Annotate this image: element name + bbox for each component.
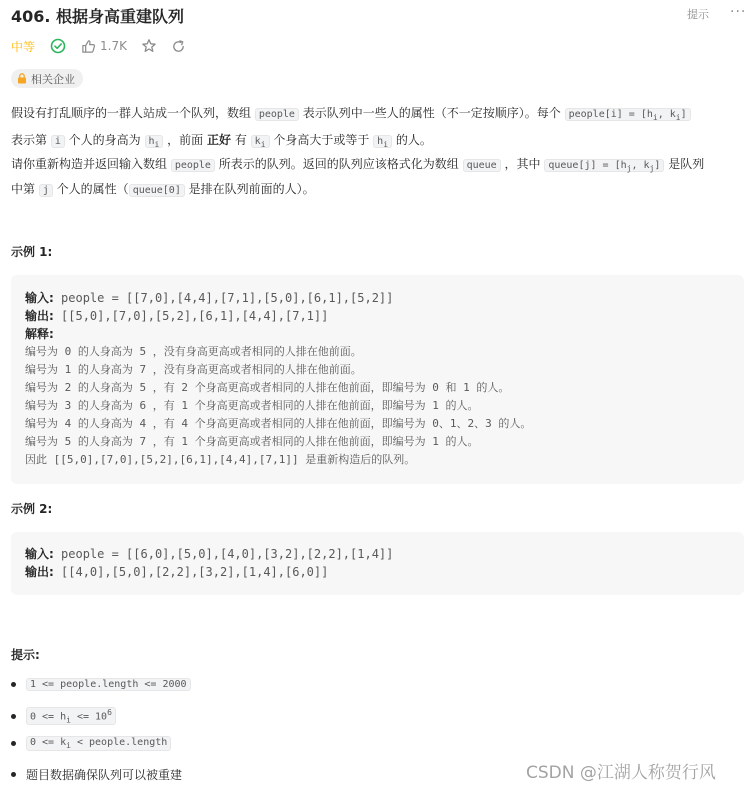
inline-code [26,736,171,751]
example-1-heading: 示例 1: [11,245,53,259]
more-menu-icon[interactable]: ··· [730,4,747,20]
bullet [11,741,16,746]
description-paragraph-2 [11,155,746,200]
hint-link[interactable]: 提示 [687,8,709,21]
solved-check-icon [49,37,67,55]
description-line [11,131,746,154]
difficulty-badge: 中等 [11,39,36,54]
output-label: 输出: [25,565,54,579]
inline-code [26,707,116,725]
explain-label-line [25,325,531,343]
like-button[interactable] [81,39,127,54]
example-2-content [25,545,393,581]
input-label: 输入: [25,291,54,305]
constraint-text: 题目数据确保队列可以被重建 [26,768,183,782]
output-value: [[4,0],[5,0],[2,2],[3,2],[1,4],[6,0]] [53,565,329,579]
explain-line: 编号为 2 的人身高为 5 ，有 2 个身高更高或者相同的人排在他前面，即编号为 0 和 1 的人。 [25,381,510,394]
text: 个人的属性（ [52,182,129,196]
problem-meta [11,37,186,55]
example-output-line [25,307,531,325]
list-item [11,707,116,725]
explain-label: 解释: [25,327,54,341]
description-line [11,155,746,178]
text: 个身高大于或等于 [269,133,374,147]
inline-code: $h_i$ [373,135,392,148]
example-1-content [25,289,531,469]
list-item [11,766,182,783]
text: 请你重新构造并返回输入数组 [11,157,171,171]
output-label: 输出: [25,309,54,323]
inline-code: people [255,108,299,121]
constraints-heading: 提示: [11,648,40,662]
input-label: 输入: [25,547,54,561]
description-paragraph-1 [11,104,746,154]
list-item [11,736,171,751]
text: 是队列 [664,157,705,171]
example-output-line [25,563,393,581]
description-line [11,180,746,200]
text: 是排在队列前面的人）。 [184,182,315,196]
star-icon[interactable] [141,38,157,54]
tag-label: 相关企业 [31,72,75,86]
explain-line: 因此 [[5,0],[7,0],[5,2],[6,1],[4,4],[7,1]] 是重新构造后的队列。 [25,453,416,466]
inline-code: j [39,184,53,197]
example-input-line [25,545,393,563]
output-value: [[5,0],[7,0],[5,2],[6,1],[4,4],[7,1]] [53,309,329,323]
bullet [11,772,16,777]
text: 有 [231,133,251,147]
text: 中第 [11,182,39,196]
text: ，其中 [500,157,545,171]
text: 的人。 [392,133,432,147]
thumbs-up-icon [81,39,96,54]
inline-code: people[i] = [$h_i$, $k_i$] [565,108,691,121]
problem-title: 406. 根据身高重建队列 [11,7,185,26]
text: 0 <= k [30,737,67,748]
explain-line: 编号为 0 的人身高为 5 ，没有身高更高或者相同的人排在他前面。 [25,345,362,358]
example-input-line [25,289,531,307]
explain-line: 编号为 4 的人身高为 4 ，有 4 个身高更高或者相同的人排在他前面，即编号为 0、1、2、3 的人。 [25,417,532,430]
text: 表示第 [11,133,51,147]
text: 0 <= h [30,711,67,723]
related-companies-tag[interactable] [11,69,83,88]
input-value: people = [[6,0],[5,0],[4,0],[3,2],[2,2],[1,4]] [53,547,394,561]
emphasis: 正好 [207,133,232,147]
explain-line: 编号为 3 的人身高为 6 ，有 1 个身高更高或者相同的人排在他前面，即编号为 1 的人。 [25,399,479,412]
inline-code: $k_i$ [251,135,270,148]
text: 个人的身高为 [64,133,145,147]
description-line [11,104,746,127]
text: < people.length [70,737,168,748]
inline-code: i [51,135,65,148]
text: 表示队列中一些人的属性（不一定按顺序）。每个 [298,106,565,120]
inline-code: queue[0] [129,184,185,197]
example-1-block [11,275,744,484]
inline-code: queue [463,159,501,172]
list-item [11,678,191,691]
inline-code: 1 <= people.length <= 2000 [26,678,191,691]
like-count: 1.7K [100,39,127,53]
inline-code: queue[j] = [$h_j$, $k_j$] [544,159,664,172]
inline-code: $h_i$ [145,135,164,148]
subscript: i [66,715,71,725]
subscript: i [66,741,71,750]
lock-icon [17,73,27,84]
text: 假设有打乱顺序的一群人站成一个队列，数组 [11,106,255,120]
input-value: people = [[7,0],[4,4],[7,1],[5,0],[6,1],[5,2]] [53,291,394,305]
text: ，前面 [163,133,207,147]
explain-line: 编号为 1 的人身高为 7 ，没有身高更高或者相同的人排在他前面。 [25,363,362,376]
bullet [11,682,16,687]
inline-code: people [171,159,215,172]
text: 所表示的队列。返回的队列应该格式化为数组 [214,157,463,171]
watermark: CSDN @江湖人称贺行风 [526,763,716,783]
bullet [11,714,16,719]
example-2-block [11,532,744,595]
share-icon[interactable] [171,39,186,54]
example-2-heading: 示例 2: [11,502,53,516]
text: <= 10 [70,711,108,723]
explain-line: 编号为 5 的人身高为 7 ，有 1 个身高更高或者相同的人排在他前面，即编号为 1 的人。 [25,435,479,448]
superscript: 6 [107,708,112,717]
